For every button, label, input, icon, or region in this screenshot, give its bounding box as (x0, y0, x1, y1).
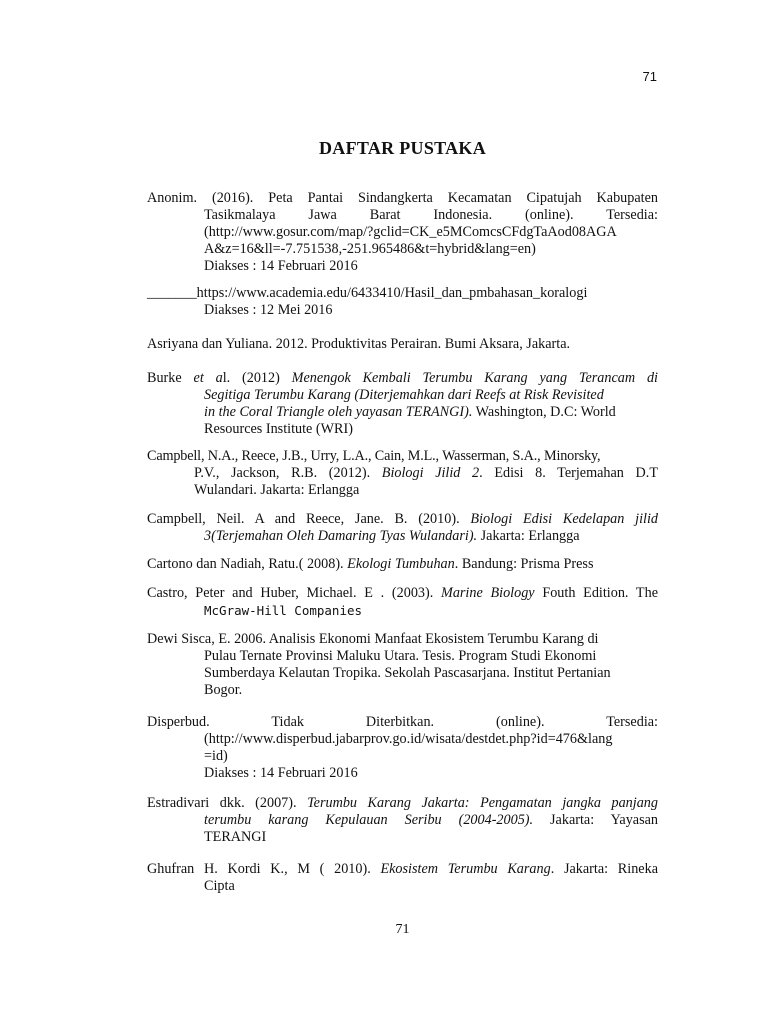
reference-entry (147, 556, 593, 573)
ref-line: Resources Institute (WRI) (204, 421, 353, 437)
reference-entry (147, 336, 570, 353)
ref-accessed: Diakses : 14 Februari 2016 (204, 765, 358, 781)
ref-url: (http://www.disperbud.jabarprov.go.id/wisata/destdet.php?id=476&lang (204, 731, 613, 747)
reference-entry (147, 511, 658, 545)
ref-accessed: Diakses : 12 Mei 2016 (204, 302, 333, 318)
ref-line: Cartono dan Nadiah, Ratu.( 2008). Ekologi Tumbuhan. Bandung: Prisma Press (147, 556, 594, 572)
reference-entry (147, 795, 658, 846)
ref-line: 3(Terjemahan Oleh Damaring Tyas Wulandari). Jakarta: Erlangga (204, 528, 580, 544)
reference-entry (147, 370, 658, 438)
ref-url: _______https://www.academia.edu/6433410/Hasil_dan_pmbahasan_koralogi (147, 285, 588, 301)
reference-entry (147, 190, 658, 275)
ref-line: Estradivari dkk. (2007). Terumbu Karang Jakarta: Pengamatan jangka panjang (147, 795, 658, 811)
ref-line: Dewi Sisca, E. 2006. Analisis Ekonomi Manfaat Ekosistem Terumbu Karang di (147, 631, 599, 647)
ref-line: Burke et al. (2012) Menengok Kembali Terumbu Karang yang Terancam di (147, 370, 658, 386)
reference-entry (147, 631, 611, 699)
ref-url: (http://www.gosur.com/map/?gclid=CK_e5MComcsCFdgTaAod08AGA (204, 224, 617, 240)
reference-entry (147, 285, 587, 319)
ref-line: Sumberdaya Kelautan Tropika. Sekolah Pascasarjana. Institut Pertanian (204, 665, 611, 681)
ref-line: Tasikmalaya Jawa Barat Indonesia. (online). Tersedia: (204, 207, 658, 223)
ref-line: Cipta (204, 878, 235, 894)
ref-line: Castro, Peter and Huber, Michael. E . (2003). Marine Biology Fouth Edition. The (147, 585, 658, 601)
ref-accessed: Diakses : 14 Februari 2016 (204, 258, 358, 274)
ref-line: Disperbud. Tidak Diterbitkan. (online). Tersedia: (147, 714, 658, 730)
page-number-bottom: 71 (395, 922, 410, 937)
ref-line: P.V., Jackson, R.B. (2012). Biologi Jilid 2. Edisi 8. Terjemahan D.T (194, 465, 658, 481)
ref-line: TERANGI (204, 829, 267, 845)
ref-line: Ghufran H. Kordi K., M ( 2010). Ekosistem Terumbu Karang. Jakarta: Rineka (147, 861, 658, 877)
ref-line: Bogor. (204, 682, 243, 698)
ref-line: Asriyana dan Yuliana. 2012. Produktivitas Perairan. Bumi Aksara, Jakarta. (147, 336, 571, 352)
ref-line: in the Coral Triangle oleh yayasan TERANGI). Washington, D.C: World (204, 404, 616, 420)
ref-line: McGraw‑Hill Companies (204, 603, 363, 618)
ref-url: A&z=16&ll=-7.751538,-251.965486&t=hybrid&lang=en) (204, 241, 536, 257)
page-title: DAFTAR PUSTAKA (318, 138, 487, 158)
ref-line: Wulandari. Jakarta: Erlangga (194, 482, 360, 498)
page-number-top: 71 (642, 69, 657, 84)
reference-entry (147, 585, 658, 619)
ref-line: Campbell, N.A., Reece, J.B., Urry, L.A., Cain, M.L., Wasserman, S.A., Minorsky, (147, 448, 601, 464)
ref-url: =id) (204, 748, 228, 764)
ref-line: terumbu karang Kepulauan Seribu (2004-2005). Jakarta: Yayasan (204, 812, 658, 828)
reference-entry (147, 861, 658, 895)
ref-line: Anonim. (2016). Peta Pantai Sindangkerta Kecamatan Cipatujah Kabupaten (147, 190, 658, 206)
reference-entry (147, 714, 658, 782)
ref-line: Pulau Ternate Provinsi Maluku Utara. Tesis. Program Studi Ekonomi (204, 648, 597, 664)
ref-line: Campbell, Neil. A and Reece, Jane. B. (2010). Biologi Edisi Kedelapan jilid (147, 511, 658, 527)
ref-line: Segitiga Terumbu Karang (Diterjemahkan dari Reefs at Risk Revisited (204, 387, 604, 403)
reference-entry (147, 448, 658, 499)
